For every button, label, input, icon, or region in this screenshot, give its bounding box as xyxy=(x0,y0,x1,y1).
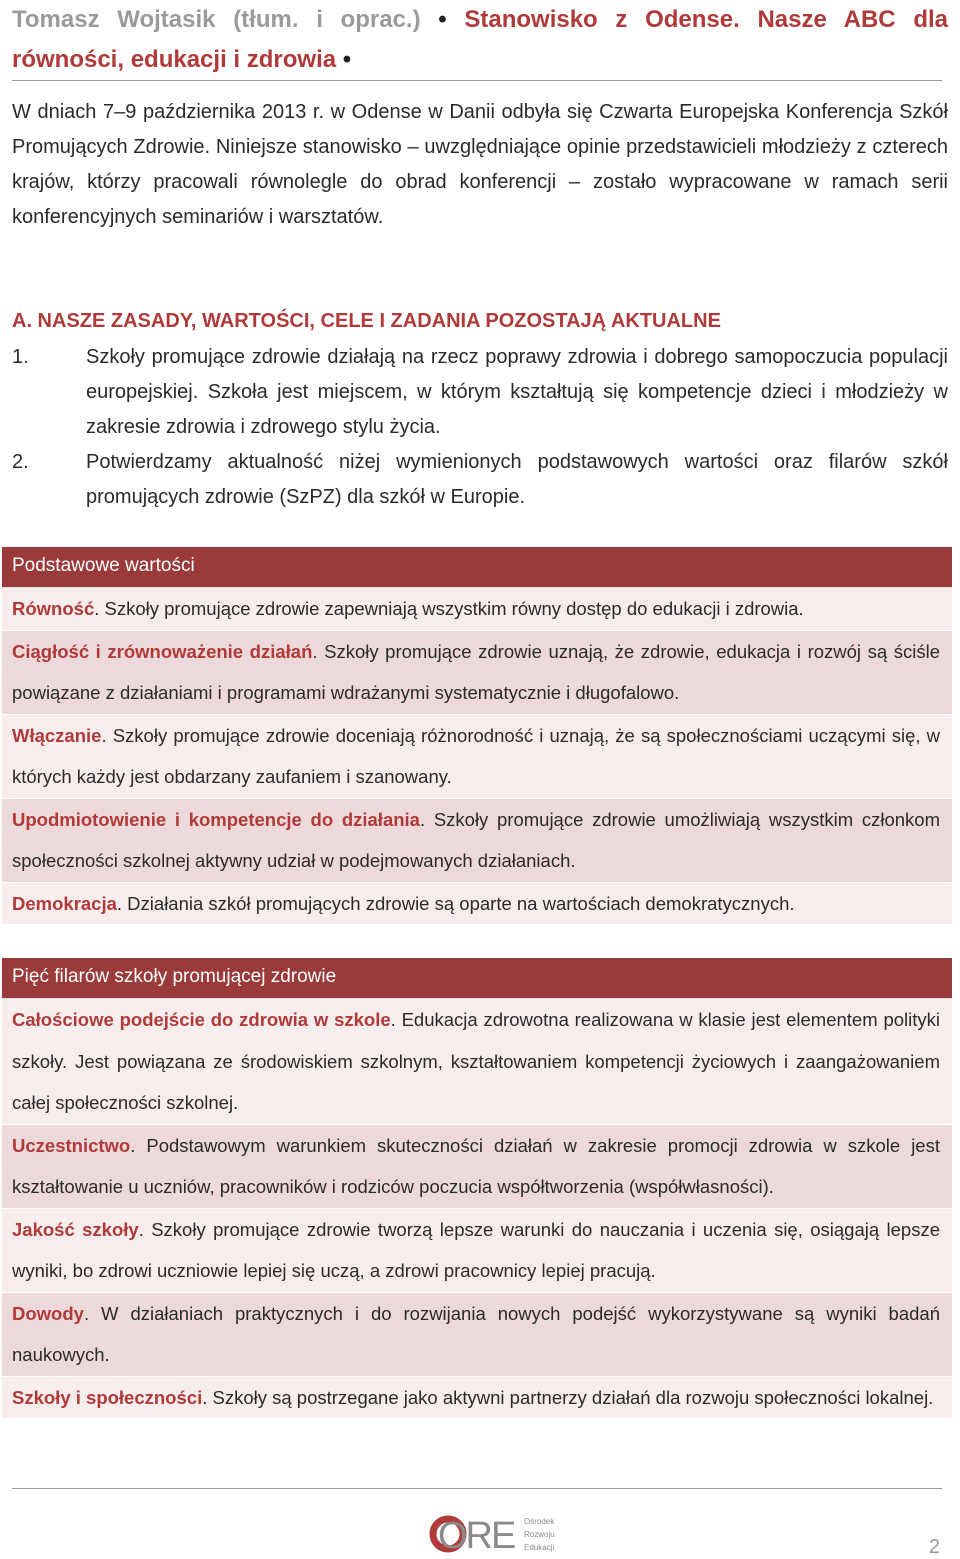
pillar-text: . Edukacja zdrowotna realizowana w klasie jest elementem polityki szkoły. Jest powiązana ze środowiskiem szkolnym, kształtowaniem kompetencji życiowych i zaangażowaniem całej społeczności szkolnej. xyxy=(12,1009,940,1113)
pillar-text: . Szkoły są postrzegane jako aktywni partnerzy działań dla rozwoju społeczności lokalnej. xyxy=(202,1386,934,1408)
pillar-term: Dowody xyxy=(12,1302,84,1324)
section-a-heading: A. NASZE ZASADY, WARTOŚCI, CELE I ZADANIA POZOSTAJĄ AKTUALNE xyxy=(12,310,721,332)
header-divider xyxy=(12,80,942,81)
table-row xyxy=(2,999,952,1125)
list-item xyxy=(12,445,948,515)
list-item-text: Szkoły promujące zdrowie działają na rzecz poprawy zdrowia i dobrego samopoczucia populacji europejskiej. Szkoła jest miejscem, w którym kształtują się kompetencje dzieci i młodzieży w zakresie zdrowia i zdrowego stylu życia. xyxy=(86,346,948,438)
logo-text-line1: Ośrodek xyxy=(524,1517,555,1526)
bullet-separator-end: • xyxy=(342,46,352,73)
list-item-number: 1. xyxy=(12,346,29,368)
value-text: . Działania szkół promujących zdrowie są oparte na wartościach demokratycznych. xyxy=(116,892,795,914)
intro-paragraph: W dniach 7–9 października 2013 r. w Odense w Danii odbyła się Czwarta Europejska Konferencja Szkół Promujących Zdrowie. Niniejsze stanowisko – uwzględniające opinie przedstawicieli młodzieży z czterech krajów, którzy pracowali równolegle do obrad konferencji – zostało wypracowane w ramach serii konferencyjnych seminariów i warsztatów. xyxy=(12,101,948,228)
logo-text-line2: Rozwoju xyxy=(524,1530,555,1539)
value-term: Równość xyxy=(12,598,95,619)
value-text: . Szkoły promujące zdrowie doceniają różnorodność i uznają, że są społecznościami uczącymi się, w których każdy jest obdarzany zaufaniem i szanowany. xyxy=(12,724,940,787)
value-text: . Szkoły promujące zdrowie zapewniają wszystkim równy dostęp do edukacji i zdrowia. xyxy=(94,598,804,619)
pillar-term: Szkoły i społeczności xyxy=(12,1386,203,1408)
pillar-text: . Szkoły promujące zdrowie tworzą lepsze warunki do nauczania i uczenia się, osiągają lepsze wyniki, bo zdrowi uczniowie lepiej się uczą, a zdrowi pracownicy lepiej pracują. xyxy=(12,1218,940,1281)
values-table xyxy=(2,547,952,925)
value-term: Włączanie xyxy=(12,724,102,746)
header-line-2 xyxy=(12,40,948,80)
document-title-part1: Stanowisko z Odense. Nasze ABC dla xyxy=(464,6,948,33)
pillars-table-header: Pięć filarów szkoły promującej zdrowie xyxy=(2,958,952,999)
author-credit: Tomasz Wojtasik (tłum. i oprac.) xyxy=(12,6,421,33)
document-title-part2: równości, edukacji i zdrowia xyxy=(12,46,337,73)
values-table-header: Podstawowe wartości xyxy=(2,547,952,588)
pillar-term: Jakość szkoły xyxy=(12,1218,139,1240)
table-row xyxy=(2,1293,952,1377)
table-row xyxy=(2,883,952,926)
numbered-list xyxy=(12,340,948,515)
logo-letters: ORE xyxy=(438,1515,515,1556)
page-number: 2 xyxy=(928,1536,940,1558)
logo-text-line3: Edukacji xyxy=(524,1543,555,1552)
table-row xyxy=(2,799,952,883)
footer-divider xyxy=(12,1488,942,1489)
list-item xyxy=(12,340,948,445)
pillar-text: . W działaniach praktycznych i do rozwijania nowych podejść wykorzystywane są wyniki badań naukowych. xyxy=(12,1302,940,1365)
pillar-text: . Podstawowym warunkiem skuteczności działań w zakresie promocji zdrowia w szkole jest kształtowanie u uczniów, pracowników i rodziców poczucia współtworzenia (współwłasności). xyxy=(12,1134,940,1197)
table-row xyxy=(2,1377,952,1420)
list-item-number: 2. xyxy=(12,451,29,473)
table-row xyxy=(2,588,952,631)
table-row xyxy=(2,715,952,799)
value-term: Demokracja xyxy=(12,892,117,914)
value-text: . Szkoły promujące zdrowie umożliwiają wszystkim członkom społeczności szkolnej aktywny udział w podejmowanych działaniach. xyxy=(12,808,940,871)
document-header xyxy=(12,0,948,80)
pillar-term: Uczestnictwo xyxy=(12,1134,131,1156)
bullet-separator: • xyxy=(438,6,447,33)
ore-logo xyxy=(428,1512,568,1556)
value-term: Ciągłość i zrównoważenie działań xyxy=(12,640,313,662)
pillars-table xyxy=(2,958,952,1419)
value-term: Upodmiotowienie i kompetencje do działania xyxy=(12,808,420,830)
table-row xyxy=(2,1209,952,1293)
value-text: . Szkoły promujące zdrowie uznają, że zdrowie, edukacja i rozwój są ściśle powiązane z działaniami i programami wdrażanymi systematycznie i długofalowo. xyxy=(12,640,940,703)
pillar-term: Całościowe podejście do zdrowia w szkole xyxy=(12,1009,391,1030)
list-item-text: Potwierdzamy aktualność niżej wymienionych podstawowych wartości oraz filarów szkół promujących zdrowie (SzPZ) dla szkół w Europie. xyxy=(86,451,948,508)
table-row xyxy=(2,1125,952,1209)
table-row xyxy=(2,631,952,715)
header-line-1 xyxy=(12,0,948,40)
